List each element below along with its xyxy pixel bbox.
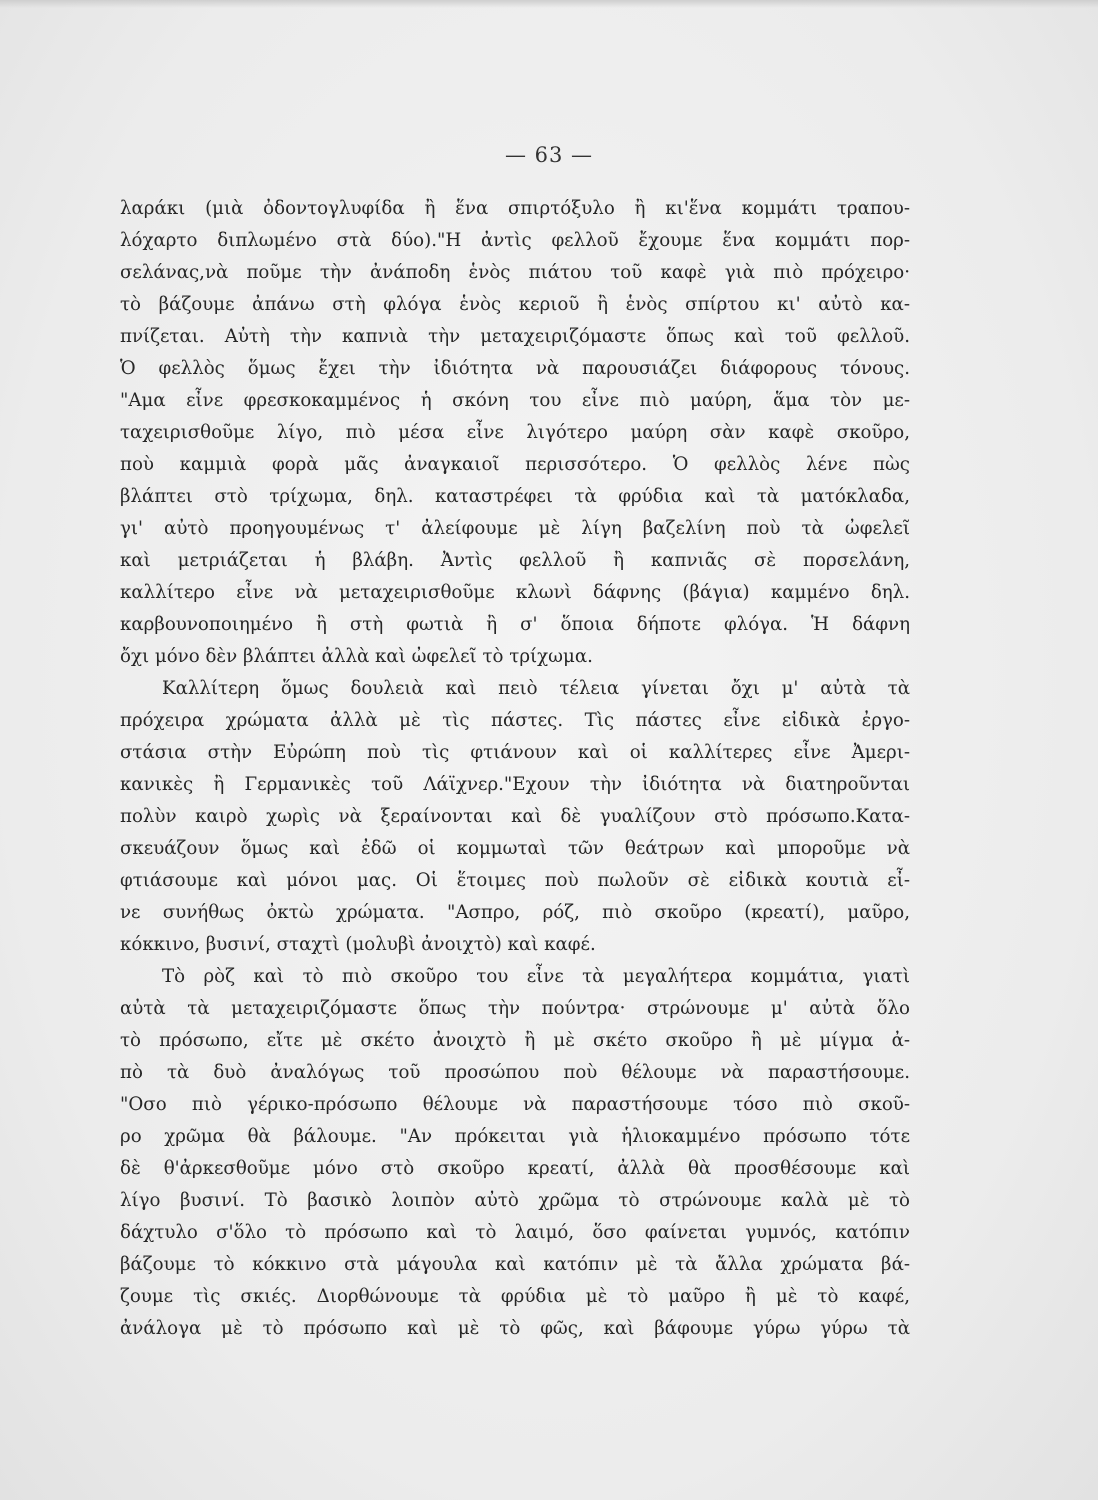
text-line: λόχαρτο διπλωμένο στὰ δύο)."Η ἀντὶς φελλοῦ ἔχουμε ἕνα κομμάτι πορ- xyxy=(120,230,910,251)
text-line: ὄχι μόνο δὲν βλάπτει ἀλλὰ καὶ ὠφελεῖ τὸ τρίχωμα. xyxy=(120,646,593,667)
text-line: "Αμα εἶνε φρεσκοκαμμένος ἡ σκόνη του εἶνε πιὸ μαύρη, ἅμα τὸν με- xyxy=(120,390,910,411)
text-line: ζουμε τὶς σκιές. Διορθώνουμε τὰ φρύδια μὲ τὸ μαῦρο ἢ μὲ τὸ καφέ, xyxy=(120,1286,910,1307)
text-line: καρβουνοποιημένο ἢ στὴ φωτιὰ ἢ σ' ὅποια δήποτε φλόγα. Ἡ δάφνη xyxy=(120,614,910,635)
page-top-edge xyxy=(0,0,1098,8)
text-line: βάζουμε τὸ κόκκινο στὰ μάγουλα καὶ κατόπιν μὲ τὰ ἄλλα χρώματα βά- xyxy=(120,1254,910,1275)
text-line: Τὸ ρὸζ καὶ τὸ πιὸ σκοῦρο του εἶνε τὰ μεγαλήτερα κομμάτια, γιατὶ xyxy=(162,966,910,987)
text-line: γι' αὐτὸ προηγουμένως τ' ἀλείφουμε μὲ λίγη βαζελίνη ποὺ τὰ ὠφελεῖ xyxy=(120,518,910,539)
text-line: αὐτὰ τὰ μεταχειριζόμαστε ὅπως τὴν πούντρα· στρώνουμε μ' αὐτὰ ὅλο xyxy=(120,998,910,1019)
text-line: βλάπτει στὸ τρίχωμα, δηλ. καταστρέφει τὰ φρύδια καὶ τὰ ματόκλαδα, xyxy=(120,486,910,507)
text-line: λαράκι (μιὰ ὀδοντογλυφίδα ἢ ἕνα σπιρτόξυλο ἢ κι'ἕνα κομμάτι τραπου- xyxy=(120,198,910,219)
page-number: — 63 — xyxy=(504,143,594,167)
text-line: ἀνάλογα μὲ τὸ πρόσωπο καὶ μὲ τὸ φῶς, καὶ βάφουμε γύρω γύρω τὰ xyxy=(120,1318,910,1339)
text-line: ταχειρισθοῦμε λίγο, πιὸ μέσα εἶνε λιγότερο μαύρη σὰν καφὲ σκοῦρο, xyxy=(120,422,910,443)
text-line: λίγο βυσινί. Τὸ βασικὸ λοιπὸν αὐτὸ χρῶμα τὸ στρώνουμε καλὰ μὲ τὸ xyxy=(120,1190,910,1211)
text-line: ρο χρῶμα θὰ βάλουμε. "Αν πρόκειται γιὰ ἡλιοκαμμένο πρόσωπο τότε xyxy=(120,1126,910,1147)
text-line: τὸ πρόσωπο, εἴτε μὲ σκέτο ἀνοιχτὸ ἢ μὲ σκέτο σκοῦρο ἢ μὲ μίγμα ἀ- xyxy=(120,1030,910,1051)
text-line: ποὺ καμμιὰ φορὰ μᾶς ἀναγκαιοῖ περισσότερο. Ὁ φελλὸς λένε πὼς xyxy=(120,454,910,475)
text-line: πρόχειρα χρώματα ἀλλὰ μὲ τὶς πάστες. Τὶς πάστες εἶνε εἰδικὰ ἐργο- xyxy=(120,710,910,731)
text-line: δάχτυλο σ'ὅλο τὸ πρόσωπο καὶ τὸ λαιμό, ὅσο φαίνεται γυμνός, κατόπιν xyxy=(120,1222,910,1243)
text-line: πὸ τὰ δυὸ ἀναλόγως τοῦ προσώπου ποὺ θέλουμε νὰ παραστήσουμε. xyxy=(120,1062,910,1083)
text-line: πνίζεται. Αὐτὴ τὴν καπνιὰ τὴν μεταχειριζόμαστε ὅπως καὶ τοῦ φελλοῦ. xyxy=(120,326,910,347)
text-line: Ὁ φελλὸς ὅμως ἔχει τὴν ἰδιότητα νὰ παρουσιάζει διάφορους τόνους. xyxy=(120,358,910,379)
text-line: σελάνας,νὰ ποῦμε τὴν ἀνάποδη ἑνὸς πιάτου τοῦ καφὲ γιὰ πιὸ πρόχειρο· xyxy=(120,262,910,283)
text-line: σκευάζουν ὅμως καὶ ἐδῶ οἱ κομμωταὶ τῶν θεάτρων καὶ μποροῦμε νὰ xyxy=(120,838,910,859)
text-line: στάσια στὴν Εὐρώπη ποὺ τὶς φτιάνουν καὶ οἱ καλλίτερες εἶνε Ἀμερι- xyxy=(120,742,910,763)
text-line: κανικὲς ἢ Γερμανικὲς τοῦ Λάϊχνερ."Εχουν τὴν ἰδιότητα νὰ διατηροῦνται xyxy=(120,774,910,795)
text-line: καὶ μετριάζεται ἡ βλάβη. Ἀντὶς φελλοῦ ἢ καπνιᾶς σὲ πορσελάνη, xyxy=(120,550,910,571)
text-line: καλλίτερο εἶνε νὰ μεταχειρισθοῦμε κλωνὶ δάφνης (βάγια) καμμένο δηλ. xyxy=(120,582,910,603)
text-line: κόκκινο, βυσινί, σταχτὶ (μολυβὶ ἀνοιχτὸ) καὶ καφέ. xyxy=(120,934,596,955)
text-line: νε συνήθως ὀκτὼ χρώματα. "Ασπρο, ρόζ, πιὸ σκοῦρο (κρεατί), μαῦρο, xyxy=(120,902,910,923)
text-line: "Οσο πιὸ γέρικο-πρόσωπο θέλουμε νὰ παραστήσουμε τόσο πιὸ σκοῦ- xyxy=(120,1094,910,1115)
text-line: Καλλίτερη ὅμως δουλειὰ καὶ πειὸ τέλεια γίνεται ὄχι μ' αὐτὰ τὰ xyxy=(162,678,910,699)
text-line: δὲ θ'ἀρκεσθοῦμε μόνο στὸ σκοῦρο κρεατί, ἀλλὰ θὰ προσθέσουμε καὶ xyxy=(120,1158,910,1179)
text-line: φτιάσουμε καὶ μόνοι μας. Οἱ ἕτοιμες ποὺ πωλοῦν σὲ εἰδικὰ κουτιὰ εἶ- xyxy=(120,870,910,891)
text-line: τὸ βάζουμε ἀπάνω στὴ φλόγα ἑνὸς κεριοῦ ἢ ἑνὸς σπίρτου κι' αὐτὸ κα- xyxy=(120,294,910,315)
text-line: πολὺν καιρὸ χωρὶς νὰ ξεραίνονται καὶ δὲ γυαλίζουν στὸ πρόσωπο.Κατα- xyxy=(120,806,910,827)
